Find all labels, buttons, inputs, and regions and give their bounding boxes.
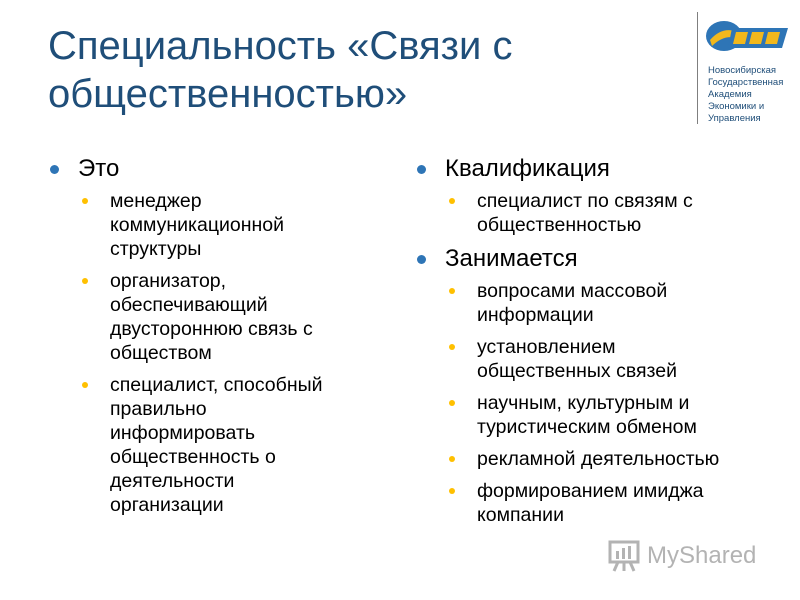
level2-text-line: двустороннюю связь с [110,318,313,340]
level1-heading: Квалификация [445,155,610,182]
level2-item [78,269,378,365]
sub-bullet-icon [82,382,88,388]
sub-bullet-icon [449,198,455,204]
left-column [48,155,378,525]
sub-bullet-icon [82,278,88,284]
sub-bullet-icon [449,400,455,406]
level2-text-line: научным, культурным и [477,392,690,414]
organization-name-line: Новосибирская [708,65,776,76]
sub-bullet-icon [82,198,88,204]
level2-text-line: менеджер [110,190,202,212]
level2-text-line: общественных связей [477,360,677,382]
level2-item [445,447,785,471]
level2-item [445,189,785,237]
sub-bullet-icon [449,288,455,294]
level1-heading: Занимается [445,245,578,272]
level2-text-line: специалист по связям с [477,190,693,212]
level2-item [78,189,378,261]
level2-item [445,335,785,383]
academy-logo-icon [702,14,792,64]
level2-text-line: информировать [110,422,256,444]
sub-list [445,189,785,237]
level2-item [445,279,785,327]
level2-text-line: специалист, способный [110,374,323,396]
sub-bullet-icon [449,456,455,462]
level2-text-line: структуры [110,238,202,260]
header-divider [697,12,698,124]
level2-text-line: рекламной деятельностью [477,448,720,470]
level2-text-line: общественностью [477,214,642,236]
watermark [607,536,767,576]
presentation-board-icon [607,538,641,572]
organization-name-line: Управления [708,113,761,124]
level2-text-line: формированием имиджа [477,480,704,502]
sub-bullet-icon [449,488,455,494]
level2-item [445,479,785,527]
level1-item [48,155,378,517]
level2-text-line: вопросами массовой [477,280,668,302]
organization-name-line: Академия [708,89,752,100]
sub-bullet-icon [449,344,455,350]
level1-item [415,155,785,237]
level1-item [415,245,785,527]
level2-text-line: организации [110,494,224,516]
watermark-text: MyShared [647,542,757,569]
organization-name-line: Государственная [708,77,784,88]
level2-text-line: деятельности [110,470,235,492]
organization-name [708,65,798,125]
level2-text-line: организатор, [110,270,227,292]
level2-text-line: обществом [110,342,212,364]
level1-heading: Это [78,155,120,182]
sub-list [445,279,785,527]
level2-text-line: обеспечивающий [110,294,268,316]
level2-item [445,391,785,439]
level2-text-line: компании [477,504,564,526]
slide-title-line: Специальность «Связи с [48,24,513,68]
organization-name-line: Экономики и [708,101,765,112]
level2-text-line: информации [477,304,594,326]
sub-list [78,189,378,517]
level2-text-line: общественность о [110,446,276,468]
right-column [415,155,785,535]
level2-text-line: туристическим обменом [477,416,697,438]
slide-title-line: общественностью» [48,72,408,116]
slide-title [48,22,668,118]
level2-text-line: коммуникационной [110,214,285,236]
bullet-icon [417,165,426,174]
level2-item [78,373,378,517]
level2-text-line: правильно [110,398,207,420]
bullet-icon [50,165,59,174]
level2-text-line: установлением [477,336,616,358]
bullet-icon [417,255,426,264]
